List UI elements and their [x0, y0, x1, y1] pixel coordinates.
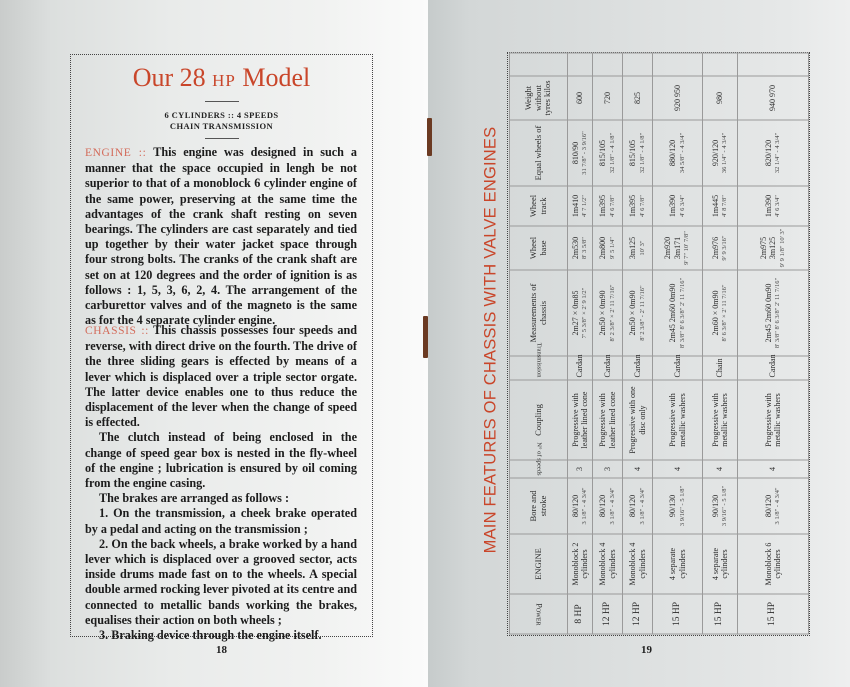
page-number-right: 19	[641, 644, 652, 656]
cell-wheel-track-imperial: 4' 6 7/8"	[638, 195, 645, 217]
chassis-section	[85, 323, 357, 643]
cell-wheels-imperial: 32 1/8" - 4 1/8"	[638, 132, 645, 174]
staple-bottom	[423, 316, 428, 358]
header-bore: Bore and stroke	[509, 478, 567, 534]
page-title	[71, 63, 372, 93]
cell-power: 8 HP	[567, 594, 592, 634]
cell-bore	[622, 478, 652, 534]
cell-wheel-base-imperial: 9' 5 1/4"	[608, 237, 615, 259]
header-measurements: Measurements of chassis	[509, 270, 567, 356]
brake-item-1: 1. On the transmission, a cheek brake operated by a pedal and acting on the transmission ;	[85, 506, 357, 536]
cell-wheel-base-metric: 2m800	[597, 236, 607, 260]
cell-power: 12 HP	[592, 594, 622, 634]
title-main: Our 28	[132, 63, 206, 92]
cell-wheels-metric: 920/120	[710, 139, 719, 167]
cell-transmission: Chain	[702, 356, 737, 380]
header-transmission: Transmission	[509, 356, 567, 380]
cell-coupling: Progressive with metallic washers	[702, 380, 737, 460]
table-row	[652, 53, 702, 634]
cell-wheels-imperial: 36 1/4" - 4 3/4"	[720, 132, 728, 174]
cell-speeds: 4	[737, 460, 808, 478]
cell-transmission: Cardan	[567, 356, 592, 380]
subtitle-line-1: 6 CYLINDERS :: 4 SPEEDS	[164, 110, 279, 120]
cell-speeds: 4	[622, 460, 652, 478]
cell-wheel-track	[702, 186, 737, 226]
cell-wheel-track	[622, 186, 652, 226]
divider	[205, 101, 239, 102]
cell-wheel-base-imperial: 9' 7" 10' 7/8"	[682, 231, 690, 265]
cell-bore-imperial: 3 9/16" - 5 1/8"	[678, 485, 685, 527]
cell-measurements	[592, 270, 622, 356]
cell-wheel-track-metric: 1m390	[763, 194, 772, 218]
cell-wheels	[737, 120, 808, 186]
table-title: MAIN FEATURES OF CHASSIS WITH VALVE ENGINES	[481, 126, 500, 554]
cell-power: 15 HP	[737, 594, 808, 634]
cell-wheel-base-metric: 2m530	[570, 236, 579, 260]
cell-wheel-track-imperial: 4' 6 7/8"	[608, 195, 615, 217]
brakes-intro: The brakes are arranged as follows :	[99, 491, 290, 506]
cell-measurements-metric: 2m27 × 0m85	[570, 290, 579, 336]
cell-weight: 825	[622, 76, 652, 120]
cell-wheel-track-imperial: 4' 7 1/2"	[580, 195, 588, 217]
cell-engine: 4 separate cylinders	[652, 534, 702, 594]
cell-measurements-imperial: 8' 2 3/8" - 2' 11 7/16"	[638, 285, 645, 341]
cell-measurements-imperial: 7' 5 3/8" × 2' 9 1/2"	[580, 287, 588, 339]
cell-bore-imperial: 3 9/16" - 5 1/8"	[720, 485, 728, 527]
cell-coupling: Progressive with metallic washers	[737, 380, 808, 460]
cell-wheels-metric: 815/105	[597, 139, 607, 167]
chassis-text: This chassis possesses four speeds and reverse, with direct drive on the fourth. The drive of the three sliding gears is effected by means of a lever which is displaced over a triple sector orgate. The latter device enables one to thus reduce the displacement of the lever when the change of speed is effected.	[85, 323, 357, 430]
staple-top	[427, 118, 432, 156]
table-row	[567, 53, 592, 634]
cell-measurements	[702, 270, 737, 356]
cell-power: 12 HP	[622, 594, 652, 634]
cell-wheels	[567, 120, 592, 186]
table-row	[737, 53, 808, 634]
cell-measurements	[622, 270, 652, 356]
cell-engine: Monoblock 4 cylinders	[622, 534, 652, 594]
subtitle-line-2: CHAIN TRANSMISSION	[169, 121, 274, 131]
cell-measurements	[652, 270, 702, 356]
cell-measurements	[737, 270, 808, 356]
features-table	[509, 53, 809, 635]
cell-wheels-metric: 815/105	[627, 139, 637, 167]
cell-blank	[652, 53, 702, 76]
cell-blank	[567, 53, 592, 76]
cell-bore	[737, 478, 808, 534]
cell-measurements-imperial: 8' 2 3/8" × 2' 11 7/16"	[608, 284, 615, 342]
cell-wheel-base-imperial: 10' 3"	[638, 240, 645, 256]
header-coupling: Coupling	[509, 380, 567, 460]
table-row	[622, 53, 652, 634]
cell-bore-metric: 90/130	[667, 494, 677, 518]
cell-weight: 720	[592, 76, 622, 120]
cell-bore	[702, 478, 737, 534]
cell-measurements-metric: 2m45 2m60 0m90	[667, 283, 677, 343]
cell-speeds: 4	[702, 460, 737, 478]
cell-wheels	[652, 120, 702, 186]
cell-engine: Monoblock 4 cylinders	[592, 534, 622, 594]
cell-wheels	[622, 120, 652, 186]
cell-measurements	[567, 270, 592, 356]
cell-speeds: 3	[592, 460, 622, 478]
cell-bore-metric: 80/120	[570, 494, 579, 518]
header-blank	[509, 53, 567, 76]
cell-measurements-imperial: 8' 3/8" 8' 6 3/8" 2' 11 7/16"	[773, 277, 781, 349]
cell-measurements-metric: 2m60 × 0m90	[710, 290, 719, 336]
title-end: Model	[242, 63, 311, 92]
cell-bore-metric: 80/120	[763, 494, 772, 518]
cell-measurements-metric: 2m50 × 0m90	[627, 290, 637, 336]
header-wheels: Equal wheels of	[509, 120, 567, 186]
cell-bore	[652, 478, 702, 534]
cell-measurements-metric: 2m45 2m60 0m90	[763, 283, 772, 343]
cell-coupling: Progressive with one disc only	[622, 380, 652, 460]
cell-wheel-base-metric: 3m125	[627, 236, 637, 260]
header-speeds: N° of speeds	[509, 460, 567, 478]
cell-wheel-track-metric: 1m395	[597, 194, 607, 218]
cell-measurements-metric: 2m50 × 0m90	[597, 290, 607, 336]
cell-wheels-imperial: 32 1/4" - 4 3/4"	[773, 132, 781, 174]
title-hp: HP	[212, 71, 236, 90]
cell-wheel-base-metric: 2m920 3m171	[662, 236, 682, 260]
cell-wheel-track-imperial: 4' 8 7/8"	[720, 195, 728, 217]
header-power: Power	[509, 594, 567, 634]
table-row	[702, 53, 737, 634]
cell-wheels-imperial: 34 5/8" - 4 3/4"	[678, 132, 685, 174]
cell-blank	[702, 53, 737, 76]
cell-wheels-imperial: 31 7/8" - 3 9/16"	[580, 131, 588, 175]
cell-wheel-track-metric: 1m410	[570, 194, 579, 218]
cell-wheels-metric: 880/120	[667, 139, 677, 167]
cell-transmission: Cardan	[737, 356, 808, 380]
cell-coupling: Progressive with metallic washers	[652, 380, 702, 460]
cell-speeds: 4	[652, 460, 702, 478]
cell-engine: Monoblock 6 cylinders	[737, 534, 808, 594]
cell-power: 15 HP	[702, 594, 737, 634]
cell-wheel-base-imperial: 9' 9 1/8" 10' 3"	[778, 228, 786, 268]
table-row	[592, 53, 622, 634]
cell-wheel-base-metric: 2m976	[710, 236, 719, 260]
divider	[205, 138, 239, 139]
cell-measurements-imperial: 8' 6 3/8" × 2' 11 7/16"	[720, 284, 728, 342]
cell-blank	[622, 53, 652, 76]
cell-bore	[567, 478, 592, 534]
header-wheel-base: Wheel base	[509, 226, 567, 270]
cell-measurements-imperial: 8' 3/8" 8' 6 3/8" 2' 11 7/16"	[678, 277, 685, 349]
cell-transmission: Cardan	[592, 356, 622, 380]
clutch-text: The clutch instead of being enclosed in the change of speed gear box is nested in the fly-wheel of the engine ; lubrication is ensured by oil coming from the engine casing.	[85, 430, 357, 491]
cell-bore-metric: 90/130	[710, 494, 719, 518]
cell-bore	[592, 478, 622, 534]
cell-bore-metric: 80/120	[627, 494, 637, 518]
cell-wheels-metric: 820/120	[763, 139, 772, 167]
cell-bore-imperial: 3 1/8" - 4 3/4"	[580, 487, 588, 525]
cell-wheel-track-imperial: 4' 6 3/4"	[678, 195, 685, 217]
engine-text: This engine was designed in such a manner that the space occupied in lengh be not superior to that of a monoblock 6 cylinder engine of the same power, preserving at the same time the advantages of the crank shaft resting on seven bearings. The cylinders are cast separately and tied up together by their water jacket space through four strong bolts. The cranks of the crank shaft are set on at 120 degrees and the order of ignition is as follows : 1, 5, 3, 6, 2, 4. The arrangement of the carburettor valves and of the magneto is the same as for the 4 separate cylinder engine.	[85, 145, 358, 328]
cell-wheel-track	[652, 186, 702, 226]
cell-engine: 4 separate cylinders	[702, 534, 737, 594]
page-number-left: 18	[216, 644, 227, 656]
cell-bore-imperial: 3 1/8" - 4 3/4"	[773, 487, 781, 525]
cell-wheel-base	[737, 226, 808, 270]
cell-wheel-track-metric: 1m390	[667, 194, 677, 218]
cell-speeds: 3	[567, 460, 592, 478]
header-engine: ENGINE	[509, 534, 567, 594]
cell-wheel-base	[622, 226, 652, 270]
cell-wheel-track	[592, 186, 622, 226]
cell-wheel-base	[592, 226, 622, 270]
cell-wheel-track	[737, 186, 808, 226]
cell-weight: 600	[567, 76, 592, 120]
features-table-frame	[507, 52, 810, 636]
brake-item-2: 2. On the back wheels, a brake worked by a hand lever which is displaced over a grooved sector, acts inside drums made fast on to the wheels. A special double armed rocking lever pivoted at its centre and connected to metallic bands working the brakes, equalises their action on both wheels ;	[85, 536, 357, 627]
cell-wheels-metric: 810/90	[570, 141, 579, 165]
cell-wheel-track-imperial: 4' 6 3/4"	[773, 195, 781, 217]
cell-weight: 980	[702, 76, 737, 120]
cell-blank	[592, 53, 622, 76]
cell-wheel-track-metric: 1m395	[627, 194, 637, 218]
cell-bore-imperial: 3 1/8" - 4 3/4"	[608, 487, 615, 525]
header-wheel-track: Wheel track	[509, 186, 567, 226]
cell-wheels	[592, 120, 622, 186]
header-weight: Weight without tyres kilos	[509, 76, 567, 120]
cell-engine: Monoblock 2 cylinders	[567, 534, 592, 594]
cell-power: 15 HP	[652, 594, 702, 634]
left-page-frame	[70, 54, 373, 643]
cell-bore-imperial: 3 1/8" - 4 3/4"	[638, 487, 645, 525]
cell-wheel-base	[652, 226, 702, 270]
cell-coupling: Progressive with leather lined cone	[592, 380, 622, 460]
engine-label: ENGINE ::	[85, 147, 147, 159]
cell-wheels-imperial: 32 1/8" - 4 1/8"	[608, 132, 615, 174]
cell-wheel-base-metric: 2m975 3m125	[758, 236, 777, 260]
cell-bore-metric: 80/120	[597, 494, 607, 518]
cell-wheel-base	[702, 226, 737, 270]
cell-weight: 920 950	[652, 76, 702, 120]
cell-wheels	[702, 120, 737, 186]
cell-blank	[737, 53, 808, 76]
cell-wheel-base-imperial: 8' 3 5/8"	[580, 237, 588, 259]
cell-coupling: Progressive with leather lined cone	[567, 380, 592, 460]
cell-wheel-track-metric: 1m445	[710, 194, 719, 218]
chassis-label: CHASSIS ::	[85, 325, 149, 337]
cell-weight: 940 970	[737, 76, 808, 120]
cell-wheel-base	[567, 226, 592, 270]
cell-wheel-track	[567, 186, 592, 226]
cell-wheel-base-imperial: 9' 9 3/16"	[720, 235, 728, 261]
brake-item-3: 3. Braking device through the engine itself.	[99, 628, 322, 643]
cell-transmission: Cardan	[622, 356, 652, 380]
cell-transmission: Cardan	[652, 356, 702, 380]
engine-section	[85, 145, 357, 328]
